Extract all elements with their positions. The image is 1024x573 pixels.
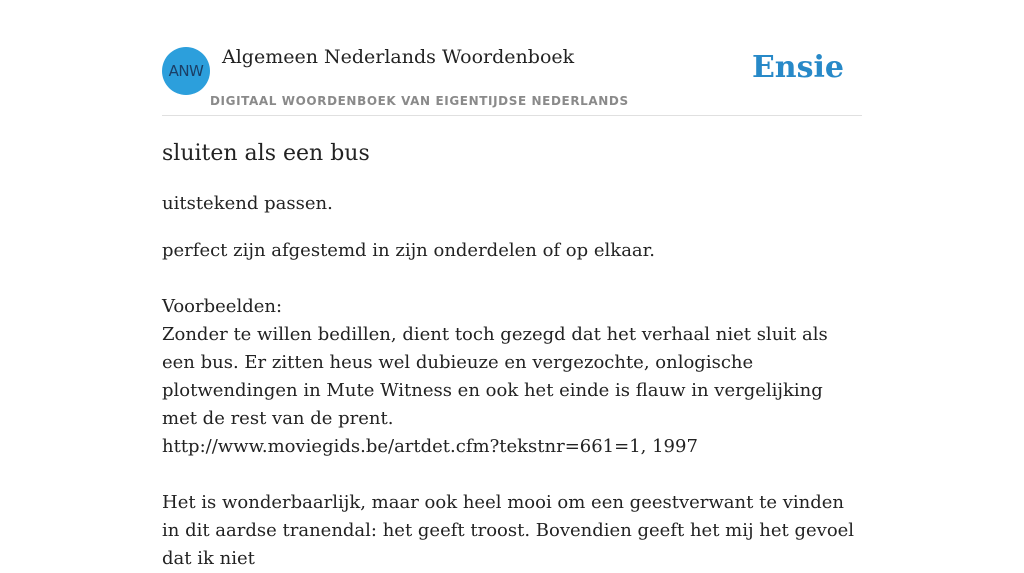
example-text: Het is wonderbaarlijk, maar ook heel mooi om een geestverwant te vinden in dit aardse tranendal: het geeft troost. Bovendien geeft het mij het gevoel dat ik niet [162, 492, 855, 569]
entry-term: sluiten als een bus [162, 141, 370, 166]
definition: perfect zijn afgestemd in zijn onderdelen of op elkaar. [162, 240, 656, 261]
site-subtitle: DIGITAAL WOORDENBOEK VAN EIGENTIJDSE NEDERLANDS [210, 94, 629, 108]
site-header [162, 0, 862, 116]
example-text: Zonder te willen bedillen, dient toch gezegd dat het verhaal niet sluit als een bus. Er zitten heus wel dubieuze en vergezochte, onlogische plotwendingen in Mute Witness en ook het einde is flauw in vergelijking met de rest van de prent. [162, 324, 828, 429]
short-definition: uitstekend passen. [162, 193, 333, 214]
examples-label: Voorbeelden: [162, 296, 283, 317]
site-title[interactable]: Algemeen Nederlands Woordenboek [222, 46, 575, 68]
ensie-brand-logo[interactable]: Ensie [751, 50, 844, 85]
anw-logo[interactable]: ANW [162, 47, 210, 95]
entry-content [162, 138, 862, 573]
example-source: http://www.moviegids.be/artdet.cfm?tekstnr=661=1, 1997 [162, 436, 698, 457]
